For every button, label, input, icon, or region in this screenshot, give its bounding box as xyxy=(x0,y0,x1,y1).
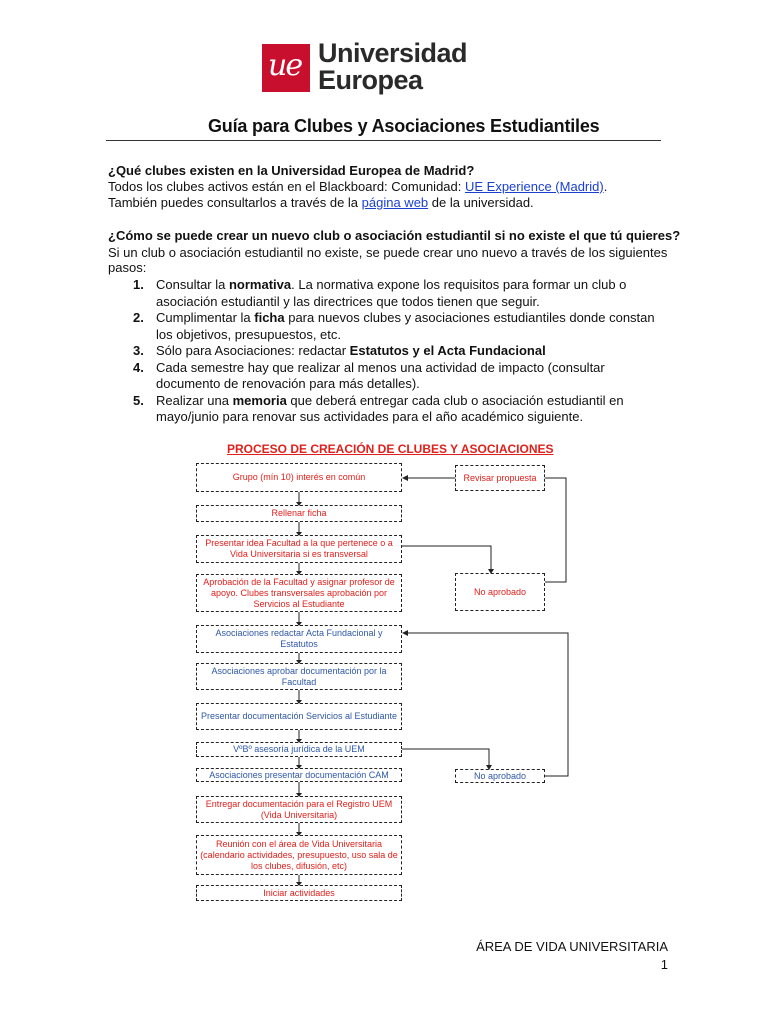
section2-question: ¿Cómo se puede crear un nuevo club o asociación estudiantil si no existe el que tú quieres? xyxy=(108,228,681,243)
ue-logo-mark: ue xyxy=(262,44,310,92)
flow-step-reunion: Reunión con el área de Vida Universitaria (calendario actividades, presupuesto, uso sala de los clubes, difusión, etc) xyxy=(196,835,402,875)
logo-wordmark: Universidad Europea xyxy=(318,38,468,95)
flow-step-documentacion-cam: Asociaciones presentar documentación CAM xyxy=(196,768,402,782)
flow-step-aprobar-documentacion: Asociaciones aprobar documentación por la Facultad xyxy=(196,663,402,690)
list-item: 2. Cumplimentar la ficha para nuevos clubes y asociaciones estudiantiles donde constan los objetivos, presupuestos, etc. xyxy=(133,310,655,342)
flow-revisar-propuesta: Revisar propuesta xyxy=(455,465,545,491)
flow-no-aprobado-2: No aprobado xyxy=(455,769,545,783)
footer-area: ÁREA DE VIDA UNIVERSITARIA xyxy=(476,939,668,954)
flow-step-acta-fundacional: Asociaciones redactar Acta Fundacional y Estatutos xyxy=(196,625,402,653)
flowchart-title: PROCESO DE CREACIÓN DE CLUBES Y ASOCIACIONES xyxy=(227,442,554,456)
flow-step-asesoria-juridica: VºBº asesoría jurídica de la UEM xyxy=(196,742,402,757)
page-number: 1 xyxy=(660,957,668,972)
list-item: 3. Sólo para Asociaciones: redactar Estatutos y el Acta Fundacional xyxy=(133,343,546,358)
section1-line1: Todos los clubes activos están en el Blackboard: Comunidad: UE Experience (Madrid). xyxy=(108,179,608,194)
document-title: Guía para Clubes y Asociaciones Estudiantiles xyxy=(208,116,600,136)
list-item: 5. Realizar una memoria que deberá entregar cada club o asociación estudiantil en mayo/junio para renovar sus actividades para el año académico siguiente. xyxy=(133,392,624,424)
flow-step-grupo: Grupo (mín 10) interés en común xyxy=(196,463,402,492)
section1-question: ¿Qué clubes existen en la Universidad Europea de Madrid? xyxy=(108,163,475,178)
flow-step-aprobacion-facultad: Aprobación de la Facultad y asignar profesor de apoyo. Clubes transversales aprobación por Servicios al Estudiante xyxy=(196,574,402,612)
section1-line2: También puedes consultarlos a través de la página web de la universidad. xyxy=(108,195,534,210)
section2-intro-cont: pasos: xyxy=(108,260,147,275)
flow-step-presentar-idea: Presentar idea Facultad a la que pertenece o a Vida Universitaria si es transversal xyxy=(196,535,402,563)
flow-step-rellenar-ficha: Rellenar ficha xyxy=(196,505,402,522)
flow-no-aprobado: No aprobado xyxy=(455,573,545,611)
ue-experience-link[interactable]: UE Experience (Madrid) xyxy=(464,179,604,194)
flow-step-servicios-estudiante: Presentar documentación Servicios al Estudiante xyxy=(196,703,402,730)
flow-step-registro-uem: Entregar documentación para el Registro UEM (Vida Universitaria) xyxy=(196,796,402,823)
list-item: 1. Consultar la normativa. La normativa expone los requisitos para formar un club o asociación estudiantil y las directrices que todos tienen que seguir. xyxy=(133,277,627,309)
section2-intro: Si un club o asociación estudiantil no existe, se puede crear uno nuevo a través de los siguientes xyxy=(108,245,668,260)
flow-step-iniciar-actividades: Iniciar actividades xyxy=(196,885,402,901)
list-item: 4. Cada semestre hay que realizar al menos una actividad de impacto (consultar documento de renovación para más detalles). xyxy=(133,359,605,391)
pagina-web-link[interactable]: página web xyxy=(361,195,429,210)
